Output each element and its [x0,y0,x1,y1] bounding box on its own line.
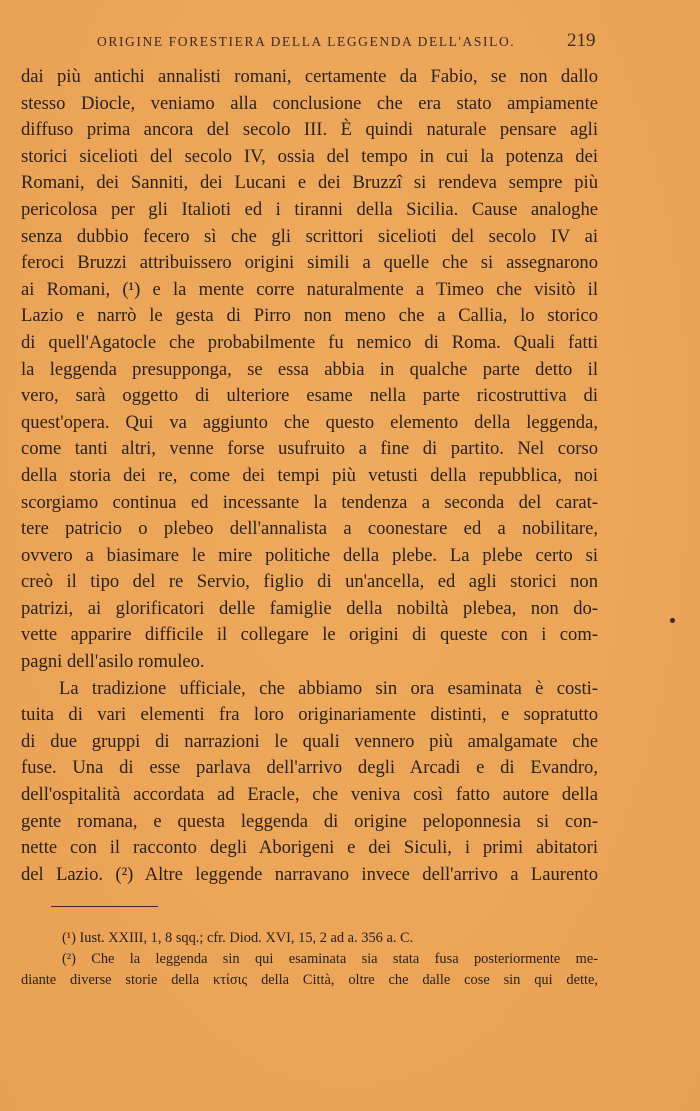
text-line: feroci Bruzzi attribuissero origini simili a quelle che si assegnarono [21,252,598,274]
text-line: Lazio e narrò le gesta di Pirro non meno che a Callia, lo storico [21,305,598,327]
text-line: pericolosa per gli Italioti ed i tiranni della Sicilia. Cause analoghe [21,198,598,220]
text-line: tere patricio o plebeo dell'annalista a coonestare ed a nobilitare, [21,518,598,540]
text-line: di quell'Agatocle che probabilmente fu nemico di Roma. Quali fatti [21,331,598,353]
page-number: 219 [567,30,596,51]
text-line: patrizi, ai glorificatori delle famiglie della nobiltà plebea, non do- [21,597,598,619]
text-line: Romani, dei Sanniti, dei Lucani e dei Bruzzî si rendeva sempre più [21,172,598,194]
text-line: della storia dei re, come dei tempi più vetusti della repubblica, noi [21,464,598,486]
text-line: la leggenda presupponga, se essa abbia in qualche parte detto il [21,358,598,380]
text-line: ai Romani, (¹) e la mente corre naturalmente a Timeo che visitò il [21,278,598,300]
text-line: quest'opera. Qui va aggiunto che questo elemento della leggenda, [21,411,598,433]
text-line: nette con il racconto degli Aborigeni e dei Siculi, i primi abitatori [21,837,598,859]
ink-speck [670,618,675,623]
running-title: ORIGINE FORESTIERA DELLA LEGGENDA DELL'ASILO. [97,34,516,49]
text-line: scorgiamo continua ed incessante la tendenza a seconda del carat- [21,491,598,513]
page-header [0,28,700,58]
text-line: storici sicelioti del secolo IV, ossia del tempo in cui la potenza dei [21,145,598,167]
text-line: vette apparire difficile il collegare le origini di queste con i com- [21,624,598,646]
text-line: di due gruppi di narrazioni le quali vennero più amalgamate che [21,730,598,752]
text-line: gente romana, e questa leggenda di origine peloponnesia si con- [21,810,598,832]
footnote-line: diante diverse storie della κτίσις della Città, oltre che dalle cose sin qui dette, [21,972,598,988]
text-line: stesso Diocle, veniamo alla conclusione che era stato ampiamente [21,92,598,114]
text-line: diffuso prima ancora del secolo III. È quindi naturale pensare agli [21,119,598,141]
text-line: fuse. Una di esse parlava dell'arrivo degli Arcadi e di Evandro, [21,757,598,779]
text-line: dell'ospitalità accordata ad Eracle, che veniva così fatto autore della [21,784,598,806]
text-line: come tanti altri, venne forse usufruito a fine di partito. Nel corso [21,438,598,460]
text-line: La tradizione ufficiale, che abbiamo sin ora esaminata è costi- [59,677,598,699]
text-line: senza dubbio fecero sì che gli scrittori sicelioti del secolo IV ai [21,225,598,247]
footnote-line: (¹) Iust. XXIII, 1, 8 sqq.; cfr. Diod. XVI, 15, 2 ad a. 356 a. C. [62,930,414,946]
text-line: ovvero a biasimare le mire politiche della plebe. La plebe certo si [21,544,598,566]
text-line: del Lazio. (²) Altre leggende narravano invece dell'arrivo a Laurento [21,863,598,885]
text-line: pagni dell'asilo romuleo. [21,651,205,673]
text-line: dai più antichi annalisti romani, certamente da Fabio, se non dallo [21,66,598,87]
footnotes [21,928,598,991]
footnote-line: (²) Che la leggenda sin qui esaminata sia stata fusa posteriormente me- [62,951,598,967]
text-line: tuita di vari elementi fra loro originariamente distinti, e sopratutto [21,704,598,726]
text-line: creò il tipo del re Servio, figlio di un'ancella, ed agli storici non [21,571,598,593]
body-text [21,64,598,888]
footnote-divider [51,906,158,907]
text-line: vero, sarà oggetto di ulteriore esame nella parte ricostruttiva di [21,385,598,407]
